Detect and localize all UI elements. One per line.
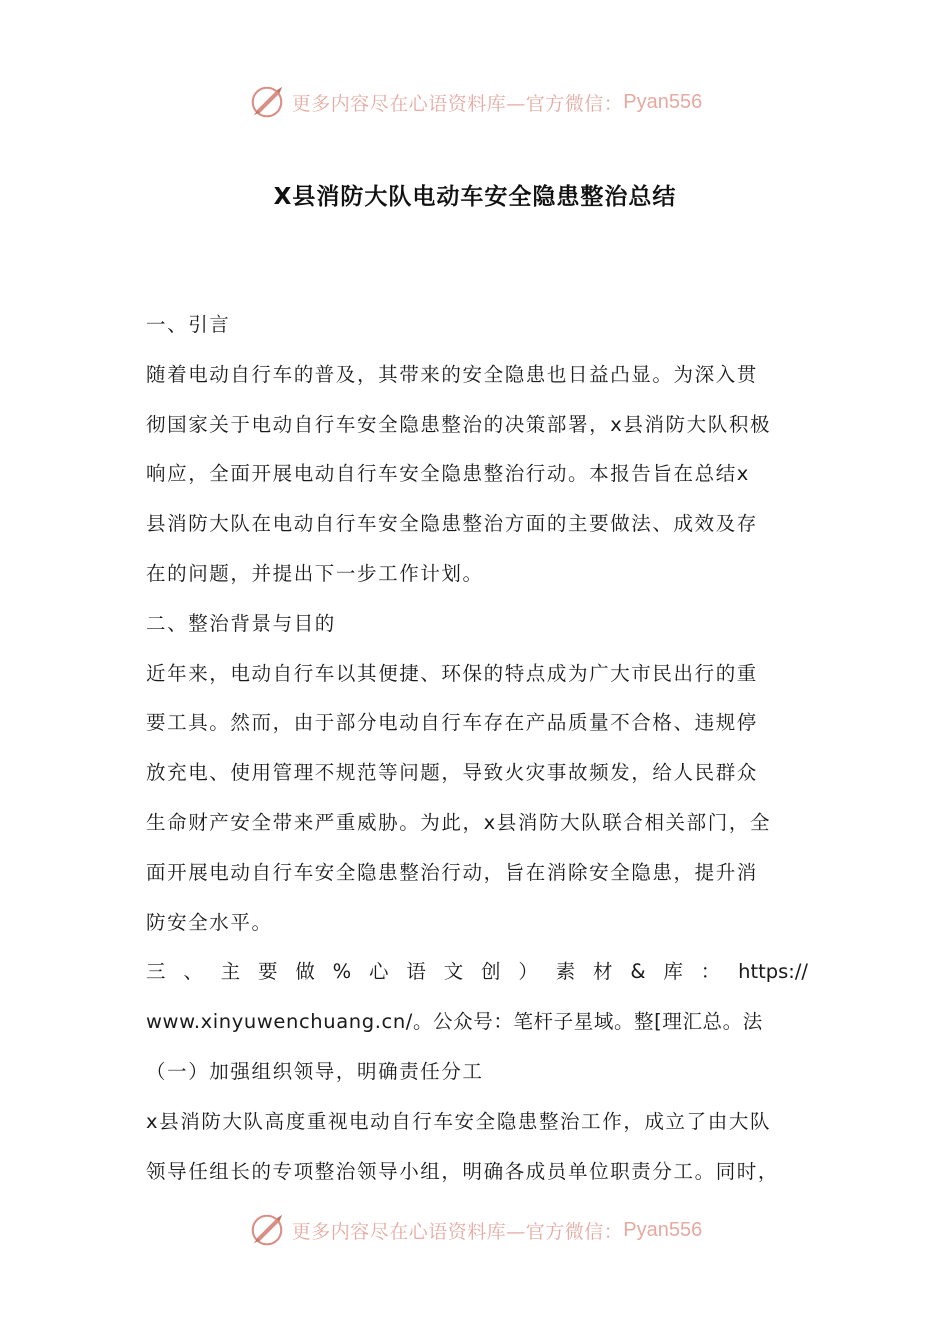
paragraph-line: 生命财产安全带来严重威胁。为此，x县消防大队联合相关部门，全 [146, 810, 772, 834]
watermark-banner-bottom [0, 1210, 950, 1250]
paragraph-line: 防安全水平。 [146, 910, 273, 934]
paragraph-line: 彻国家关于电动自行车安全隐患整治的决策部署，x县消防大队积极 [146, 412, 772, 436]
document-body [146, 300, 808, 1196]
paragraph-line: 要工具。然而，由于部分电动自行车存在产品质量不合格、违规停 [146, 711, 758, 735]
paragraph-line: 响应，全面开展电动自行车安全隐患整治行动。本报告旨在总结x [146, 462, 750, 486]
paragraph-line: 随着电动自行车的普及，其带来的安全隐患也日益凸显。为深入贯 [146, 362, 758, 386]
quill-pen-icon [248, 1211, 286, 1249]
section-heading: 三、主要做%心语文创）素材&库：https:// [146, 960, 808, 984]
paragraph-line: 放充电、使用管理不规范等问题，导致火灾事故频发，给人民群众 [146, 761, 758, 785]
paragraph-line: 县消防大队在电动自行车安全隐患整治方面的主要做法、成效及存 [146, 512, 758, 536]
section-heading: 一、引言 [146, 313, 231, 336]
watermark-text: 更多内容尽在心语资料库—官方微信： [291, 92, 624, 115]
paragraph-line: 领导任组长的专项整治领导小组，明确各成员单位职责分工。同时， [146, 1159, 780, 1183]
paragraph-line: www.xinyuwenchuang.cn/。公众号：笔杆子星域。整[理汇总。法 [146, 1010, 763, 1034]
quill-pen-icon [248, 83, 286, 121]
document-title: X县消防大队电动车安全隐患整治总结 [273, 184, 677, 210]
watermark-banner-top [0, 82, 950, 122]
section-heading: 二、整治背景与目的 [146, 611, 336, 635]
subsection-heading: （一）加强组织领导，明确责任分工 [146, 1059, 484, 1083]
paragraph-line: 在的问题，并提出下一步工作计划。 [146, 561, 484, 585]
watermark-wechat-id: Pyan556 [623, 90, 703, 113]
paragraph-line: x县消防大队高度重视电动自行车安全隐患整治工作，成立了由大队 [146, 1109, 772, 1133]
watermark-wechat-id: Pyan556 [623, 1218, 703, 1241]
watermark-text: 更多内容尽在心语资料库—官方微信： [291, 1220, 624, 1243]
paragraph-line: 近年来，电动自行车以其便捷、环保的特点成为广大市民出行的重 [146, 661, 758, 685]
paragraph-line: 面开展电动自行车安全隐患整治行动，旨在消除安全隐患，提升消 [146, 860, 758, 884]
